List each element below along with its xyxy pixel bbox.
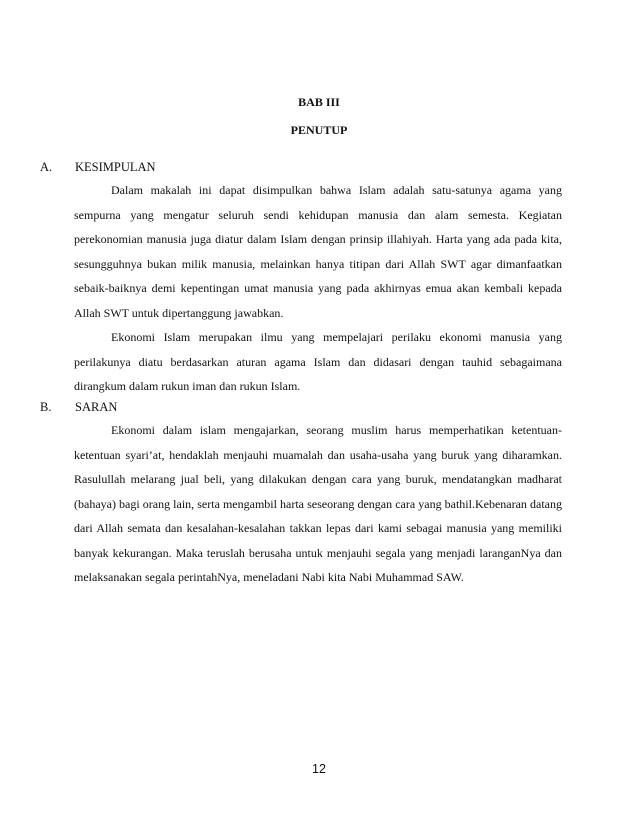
section-heading-kesimpulan bbox=[40, 160, 156, 175]
page-number: 12 bbox=[312, 762, 326, 776]
paragraph: Dalam makalah ini dapat disimpulkan bahwa Islam adalah satu-satunya agama yang sempurna yang mengatur seluruh sendi kehidupan manusia dan alam semesta. Kegiatan perekonomian manusia juga diatur dalam Islam dengan prinsip illahiyah. Harta yang ada pada kita, sesungguhnya bukan milik manusia, melainkan hanya titipan dari Allah SWT agar dimanfaatkan sebaik-baiknya demi kepentingan umat manusia yang pada akhirnyas emua akan kembali kepada Allah SWT untuk dipertanggung jawabkan. bbox=[74, 183, 562, 320]
paragraph: Ekonomi dalam islam mengajarkan, seorang muslim harus memperhatikan ketentuan-ketentuan syari’at, hendaklah menjauhi muamalah dan usaha-usaha yang buruk yang diharamkan. Rasulullah melarang jual beli, yang dilakukan dengan cara yang buruk, mendatangkan madharat (bahaya) bagi orang lain, serta mengambil harta seseorang dengan cara yang bathil.Kebenaran datang dari Allah semata dan kesalahan-kesalahan takkan lepas dari kami sebagai manusia yang memiliki banyak kekurangan. Maka teruslah berusaha untuk menjauhi segala yang menjadi laranganNya dan melaksanakan segala perintahNya, meneladani Nabi kita Nabi Muhammad SAW. bbox=[74, 423, 562, 584]
section-label: B. bbox=[40, 400, 52, 414]
section-body-saran bbox=[74, 418, 562, 590]
chapter-number-text: BAB III bbox=[298, 95, 340, 109]
section-body-kesimpulan bbox=[74, 178, 562, 399]
chapter-title-text: PENUTUP bbox=[290, 123, 348, 137]
section-heading-saran bbox=[40, 400, 117, 415]
section-heading-text: KESIMPULAN bbox=[75, 160, 156, 174]
section-label: A. bbox=[40, 160, 53, 174]
paragraph: Ekonomi Islam merupakan ilmu yang mempelajari perilaku ekonomi manusia yang perilakunya diatu berdasarkan aturan agama Islam dan didasari dengan tauhid sebagaimana dirangkum dalam rukun iman dan rukun Islam. bbox=[74, 330, 562, 393]
section-heading-text: SARAN bbox=[75, 400, 118, 414]
